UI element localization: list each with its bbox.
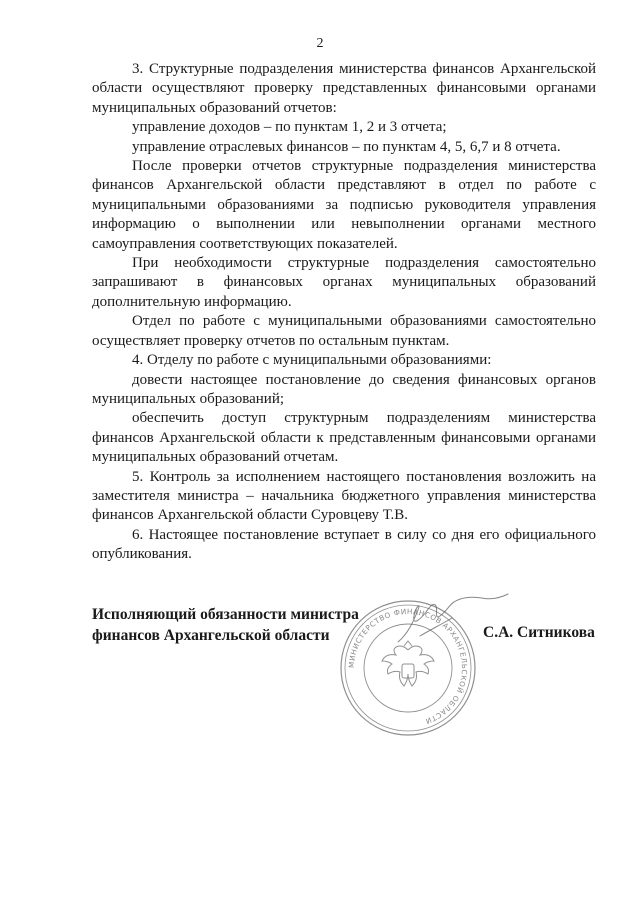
handwritten-signature bbox=[390, 576, 510, 656]
paragraph: 5. Контроль за исполнением настоящего постановления возложить на заместителя министра – начальника бюджетного управления министерства финансов Архангельской области Суровцеву Т.В. bbox=[92, 468, 596, 524]
svg-text:МИНИСТЕРСТВО ФИНАНСОВ АРХАНГЕЛ: МИНИСТЕРСТВО ФИНАНСОВ АРХАНГЕЛЬСКОЙ ОБЛАСТИ bbox=[346, 606, 470, 726]
paragraph: 3. Структурные подразделения министерства финансов Архангельской области осуществляют проверку представленных финансовыми органами муниципальных образований отчетов: bbox=[92, 61, 596, 116]
signer-name: С.А. Ситникова bbox=[483, 624, 595, 641]
paragraph: 6. Настоящее постановление вступает в силу со дня его официального опубликования. bbox=[92, 526, 596, 563]
paragraph: управление отраслевых финансов – по пунктам 4, 5, 6,7 и 8 отчета. bbox=[132, 138, 561, 155]
paragraph: После проверки отчетов структурные подразделения министерства финансов Архангельской области представляют в отдел по работе с муниципальными образованиями за подписью руководителя управления информацию о выполнении или невыполнении органами местного самоуправления соответствующих показателей. bbox=[92, 158, 596, 252]
signatory-title bbox=[92, 604, 359, 646]
paragraph: При необходимости структурные подразделения самостоятельно запрашивают в финансовых органах муниципальных образований дополнительную информацию. bbox=[92, 255, 596, 310]
paragraph: управление доходов – по пунктам 1, 2 и 3 отчета; bbox=[132, 119, 447, 136]
paragraph: 4. Отделу по работе с муниципальными образованиями: bbox=[132, 352, 492, 369]
signatory-title-line: финансов Архангельской области bbox=[92, 627, 330, 644]
document-body bbox=[92, 60, 596, 565]
paragraph: довести настоящее постановление до сведения финансовых органов муниципальных образований; bbox=[92, 371, 596, 407]
signatory-title-line: Исполняющий обязанности министра bbox=[92, 606, 359, 623]
paragraph: Отдел по работе с муниципальными образованиями самостоятельно осуществляет проверку отчетов по остальным пунктам. bbox=[92, 313, 596, 349]
page-number: 2 bbox=[316, 36, 324, 51]
paragraph: обеспечить доступ структурным подразделениям министерства финансов Архангельской области к представленным финансовыми органами муниципальных образований отчетам. bbox=[92, 410, 596, 466]
